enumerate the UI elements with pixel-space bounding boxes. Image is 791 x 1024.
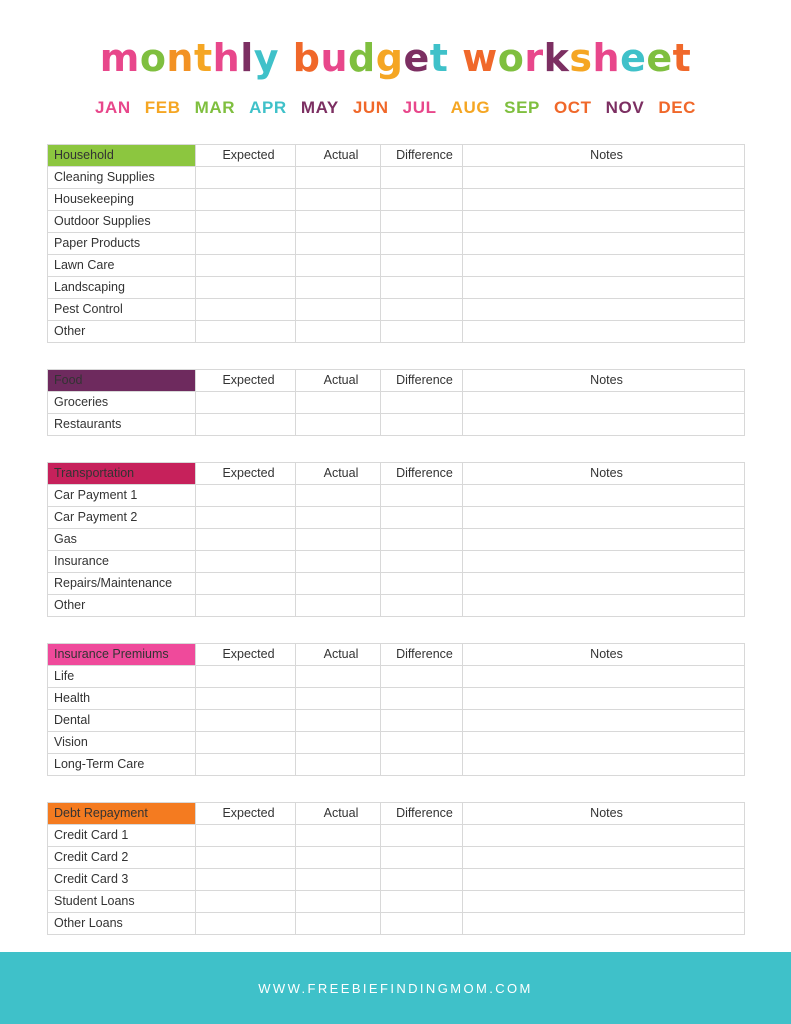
cell-notes[interactable]: [463, 753, 745, 775]
month-may[interactable]: MAY: [300, 97, 339, 117]
cell-actual[interactable]: [296, 413, 381, 435]
table-row: [48, 572, 745, 594]
cell-actual[interactable]: [296, 912, 381, 934]
row-label: Groceries: [48, 391, 196, 413]
cell-difference[interactable]: [381, 687, 463, 709]
cell-expected[interactable]: [196, 232, 296, 254]
table-row: [48, 188, 745, 210]
row-label: Lawn Care: [48, 254, 196, 276]
column-header-actual: Actual: [296, 462, 381, 484]
cell-difference[interactable]: [381, 210, 463, 232]
column-header-expected: Expected: [196, 369, 296, 391]
month-dec[interactable]: DEC: [658, 97, 697, 117]
cell-difference[interactable]: [381, 528, 463, 550]
cell-difference[interactable]: [381, 890, 463, 912]
row-label: Landscaping: [48, 276, 196, 298]
table-row: [48, 709, 745, 731]
cell-difference[interactable]: [381, 665, 463, 687]
table-row: [48, 687, 745, 709]
table-row: [48, 484, 745, 506]
cell-actual[interactable]: [296, 276, 381, 298]
cell-actual[interactable]: [296, 484, 381, 506]
cell-difference[interactable]: [381, 506, 463, 528]
cell-actual[interactable]: [296, 687, 381, 709]
title-letter: y: [253, 36, 280, 80]
column-header-difference: Difference: [381, 462, 463, 484]
cell-expected[interactable]: [196, 665, 296, 687]
month-aug[interactable]: AUG: [450, 97, 491, 117]
cell-expected[interactable]: [196, 753, 296, 775]
row-label: Long-Term Care: [48, 753, 196, 775]
table-row: [48, 731, 745, 753]
month-nov[interactable]: NOV: [605, 97, 645, 117]
row-label: Repairs/Maintenance: [48, 572, 196, 594]
row-label: Housekeeping: [48, 188, 196, 210]
cell-notes[interactable]: [463, 413, 745, 435]
title-letter: [279, 38, 293, 80]
cell-difference[interactable]: [381, 912, 463, 934]
cell-notes[interactable]: [463, 890, 745, 912]
cell-difference[interactable]: [381, 550, 463, 572]
cell-actual[interactable]: [296, 709, 381, 731]
cell-notes[interactable]: [463, 298, 745, 320]
footer-bar: [0, 952, 791, 1024]
month-mar[interactable]: MAR: [194, 97, 236, 117]
cell-expected[interactable]: [196, 550, 296, 572]
month-jan[interactable]: JAN: [94, 97, 131, 117]
month-jul[interactable]: JUL: [402, 97, 437, 117]
cell-notes[interactable]: [463, 665, 745, 687]
cell-actual[interactable]: [296, 210, 381, 232]
column-header-notes: Notes: [463, 462, 745, 484]
cell-actual[interactable]: [296, 166, 381, 188]
cell-notes[interactable]: [463, 506, 745, 528]
row-label: Credit Card 1: [48, 824, 196, 846]
title-letter: w: [462, 36, 498, 80]
cell-actual[interactable]: [296, 846, 381, 868]
column-header-notes: Notes: [463, 643, 745, 665]
cell-actual[interactable]: [296, 665, 381, 687]
cell-difference[interactable]: [381, 166, 463, 188]
cell-difference[interactable]: [381, 320, 463, 342]
column-header-notes: Notes: [463, 802, 745, 824]
title-letter: t: [193, 36, 213, 80]
cell-difference[interactable]: [381, 413, 463, 435]
column-header-difference: Difference: [381, 802, 463, 824]
cell-expected[interactable]: [196, 413, 296, 435]
budget-tables: [47, 144, 744, 935]
table-row: [48, 550, 745, 572]
title-letter: g: [375, 36, 404, 80]
row-label: Outdoor Supplies: [48, 210, 196, 232]
row-label: Paper Products: [48, 232, 196, 254]
column-header-expected: Expected: [196, 144, 296, 166]
cell-actual[interactable]: [296, 572, 381, 594]
table-row: [48, 413, 745, 435]
title-letter: d: [348, 36, 376, 80]
title-letter: m: [99, 36, 140, 80]
cell-actual[interactable]: [296, 868, 381, 890]
cell-actual[interactable]: [296, 188, 381, 210]
cell-difference[interactable]: [381, 188, 463, 210]
title-letter: e: [646, 36, 673, 80]
cell-actual[interactable]: [296, 298, 381, 320]
column-header-actual: Actual: [296, 144, 381, 166]
cell-difference[interactable]: [381, 753, 463, 775]
cell-expected[interactable]: [196, 912, 296, 934]
budget-table-debt-repayment: [47, 802, 745, 935]
cell-expected[interactable]: [196, 506, 296, 528]
column-header-expected: Expected: [196, 643, 296, 665]
title-letter: e: [620, 36, 647, 80]
cell-expected[interactable]: [196, 594, 296, 616]
table-row: [48, 594, 745, 616]
title-letter: o: [139, 36, 167, 80]
column-header-notes: Notes: [463, 369, 745, 391]
cell-expected[interactable]: [196, 166, 296, 188]
cell-notes[interactable]: [463, 210, 745, 232]
title-letter: n: [166, 36, 194, 80]
table-row: [48, 912, 745, 934]
cell-notes[interactable]: [463, 868, 745, 890]
section-header: Debt Repayment: [48, 802, 196, 824]
table-row: [48, 232, 745, 254]
row-label: Cleaning Supplies: [48, 166, 196, 188]
row-label: Gas: [48, 528, 196, 550]
cell-difference[interactable]: [381, 731, 463, 753]
cell-actual[interactable]: [296, 320, 381, 342]
title-letter: l: [240, 36, 254, 80]
cell-expected[interactable]: [196, 890, 296, 912]
budget-table-transportation: [47, 462, 745, 617]
table-row: [48, 166, 745, 188]
row-label: Car Payment 1: [48, 484, 196, 506]
column-header-difference: Difference: [381, 369, 463, 391]
month-selector: [0, 98, 791, 118]
cell-notes[interactable]: [463, 528, 745, 550]
cell-difference[interactable]: [381, 572, 463, 594]
cell-notes[interactable]: [463, 188, 745, 210]
cell-expected[interactable]: [196, 687, 296, 709]
cell-expected[interactable]: [196, 254, 296, 276]
cell-notes[interactable]: [463, 484, 745, 506]
cell-notes[interactable]: [463, 276, 745, 298]
row-label: Vision: [48, 731, 196, 753]
cell-expected[interactable]: [196, 731, 296, 753]
cell-difference[interactable]: [381, 232, 463, 254]
title-letter: u: [320, 36, 349, 80]
cell-difference[interactable]: [381, 276, 463, 298]
title-letter: b: [292, 36, 321, 80]
row-label: Other: [48, 594, 196, 616]
cell-notes[interactable]: [463, 572, 745, 594]
cell-notes[interactable]: [463, 687, 745, 709]
row-label: Life: [48, 665, 196, 687]
cell-actual[interactable]: [296, 232, 381, 254]
cell-actual[interactable]: [296, 731, 381, 753]
cell-actual[interactable]: [296, 824, 381, 846]
budget-table-household: [47, 144, 745, 343]
cell-expected[interactable]: [196, 846, 296, 868]
column-header-difference: Difference: [381, 144, 463, 166]
cell-expected[interactable]: [196, 276, 296, 298]
cell-actual[interactable]: [296, 594, 381, 616]
table-row: [48, 824, 745, 846]
cell-expected[interactable]: [196, 868, 296, 890]
cell-expected[interactable]: [196, 298, 296, 320]
column-header-expected: Expected: [196, 462, 296, 484]
row-label: Student Loans: [48, 890, 196, 912]
title-letter: o: [497, 36, 525, 80]
row-label: Dental: [48, 709, 196, 731]
cell-actual[interactable]: [296, 753, 381, 775]
cell-notes[interactable]: [463, 166, 745, 188]
cell-expected[interactable]: [196, 528, 296, 550]
cell-difference[interactable]: [381, 846, 463, 868]
cell-expected[interactable]: [196, 320, 296, 342]
table-row: [48, 890, 745, 912]
row-label: Credit Card 3: [48, 868, 196, 890]
footer-url: WWW.FREEBIEFINDINGMOM.COM: [258, 980, 533, 996]
cell-difference[interactable]: [381, 709, 463, 731]
title-letter: k: [543, 36, 570, 80]
section-header: Transportation: [48, 462, 196, 484]
column-header-notes: Notes: [463, 144, 745, 166]
cell-notes[interactable]: [463, 254, 745, 276]
budget-table-insurance-premiums: [47, 643, 745, 776]
month-oct[interactable]: OCT: [553, 97, 592, 117]
cell-actual[interactable]: [296, 506, 381, 528]
table-row: [48, 665, 745, 687]
budget-table-food: [47, 369, 745, 436]
title-letter: e: [403, 36, 430, 80]
month-apr[interactable]: APR: [249, 97, 287, 117]
row-label: Insurance: [48, 550, 196, 572]
cell-expected[interactable]: [196, 824, 296, 846]
cell-difference[interactable]: [381, 391, 463, 413]
table-row: [48, 506, 745, 528]
cell-notes[interactable]: [463, 846, 745, 868]
row-label: Restaurants: [48, 413, 196, 435]
title-letter: [448, 38, 462, 80]
cell-expected[interactable]: [196, 210, 296, 232]
table-row: [48, 528, 745, 550]
cell-notes[interactable]: [463, 550, 745, 572]
month-sep[interactable]: SEP: [504, 97, 540, 117]
title-letter: h: [592, 36, 621, 80]
cell-difference[interactable]: [381, 824, 463, 846]
column-header-actual: Actual: [296, 643, 381, 665]
table-row: [48, 298, 745, 320]
cell-actual[interactable]: [296, 254, 381, 276]
month-feb[interactable]: FEB: [144, 97, 181, 117]
cell-difference[interactable]: [381, 254, 463, 276]
table-row: [48, 753, 745, 775]
row-label: Health: [48, 687, 196, 709]
cell-expected[interactable]: [196, 188, 296, 210]
cell-actual[interactable]: [296, 528, 381, 550]
cell-notes[interactable]: [463, 320, 745, 342]
cell-actual[interactable]: [296, 890, 381, 912]
cell-difference[interactable]: [381, 594, 463, 616]
cell-difference[interactable]: [381, 298, 463, 320]
row-label: Pest Control: [48, 298, 196, 320]
row-label: Other Loans: [48, 912, 196, 934]
cell-notes[interactable]: [463, 731, 745, 753]
title-letter: t: [429, 36, 449, 80]
cell-notes[interactable]: [463, 709, 745, 731]
section-header: Insurance Premiums: [48, 643, 196, 665]
cell-difference[interactable]: [381, 868, 463, 890]
cell-expected[interactable]: [196, 391, 296, 413]
page-title: [0, 0, 791, 80]
cell-actual[interactable]: [296, 550, 381, 572]
table-row: [48, 254, 745, 276]
cell-notes[interactable]: [463, 232, 745, 254]
title-letter: r: [524, 36, 544, 80]
column-header-difference: Difference: [381, 643, 463, 665]
column-header-actual: Actual: [296, 802, 381, 824]
table-row: [48, 868, 745, 890]
table-row: [48, 320, 745, 342]
table-row: [48, 846, 745, 868]
cell-actual[interactable]: [296, 391, 381, 413]
column-header-expected: Expected: [196, 802, 296, 824]
table-row: [48, 210, 745, 232]
month-jun[interactable]: JUN: [352, 97, 389, 117]
section-header: Household: [48, 144, 196, 166]
cell-notes[interactable]: [463, 824, 745, 846]
section-header: Food: [48, 369, 196, 391]
table-row: [48, 391, 745, 413]
cell-difference[interactable]: [381, 484, 463, 506]
row-label: Credit Card 2: [48, 846, 196, 868]
title-letter: t: [672, 36, 692, 80]
cell-notes[interactable]: [463, 391, 745, 413]
row-label: Car Payment 2: [48, 506, 196, 528]
cell-expected[interactable]: [196, 484, 296, 506]
row-label: Other: [48, 320, 196, 342]
cell-notes[interactable]: [463, 912, 745, 934]
title-letter: s: [569, 36, 593, 80]
cell-expected[interactable]: [196, 709, 296, 731]
column-header-actual: Actual: [296, 369, 381, 391]
table-row: [48, 276, 745, 298]
title-letter: h: [212, 36, 241, 80]
cell-notes[interactable]: [463, 594, 745, 616]
cell-expected[interactable]: [196, 572, 296, 594]
